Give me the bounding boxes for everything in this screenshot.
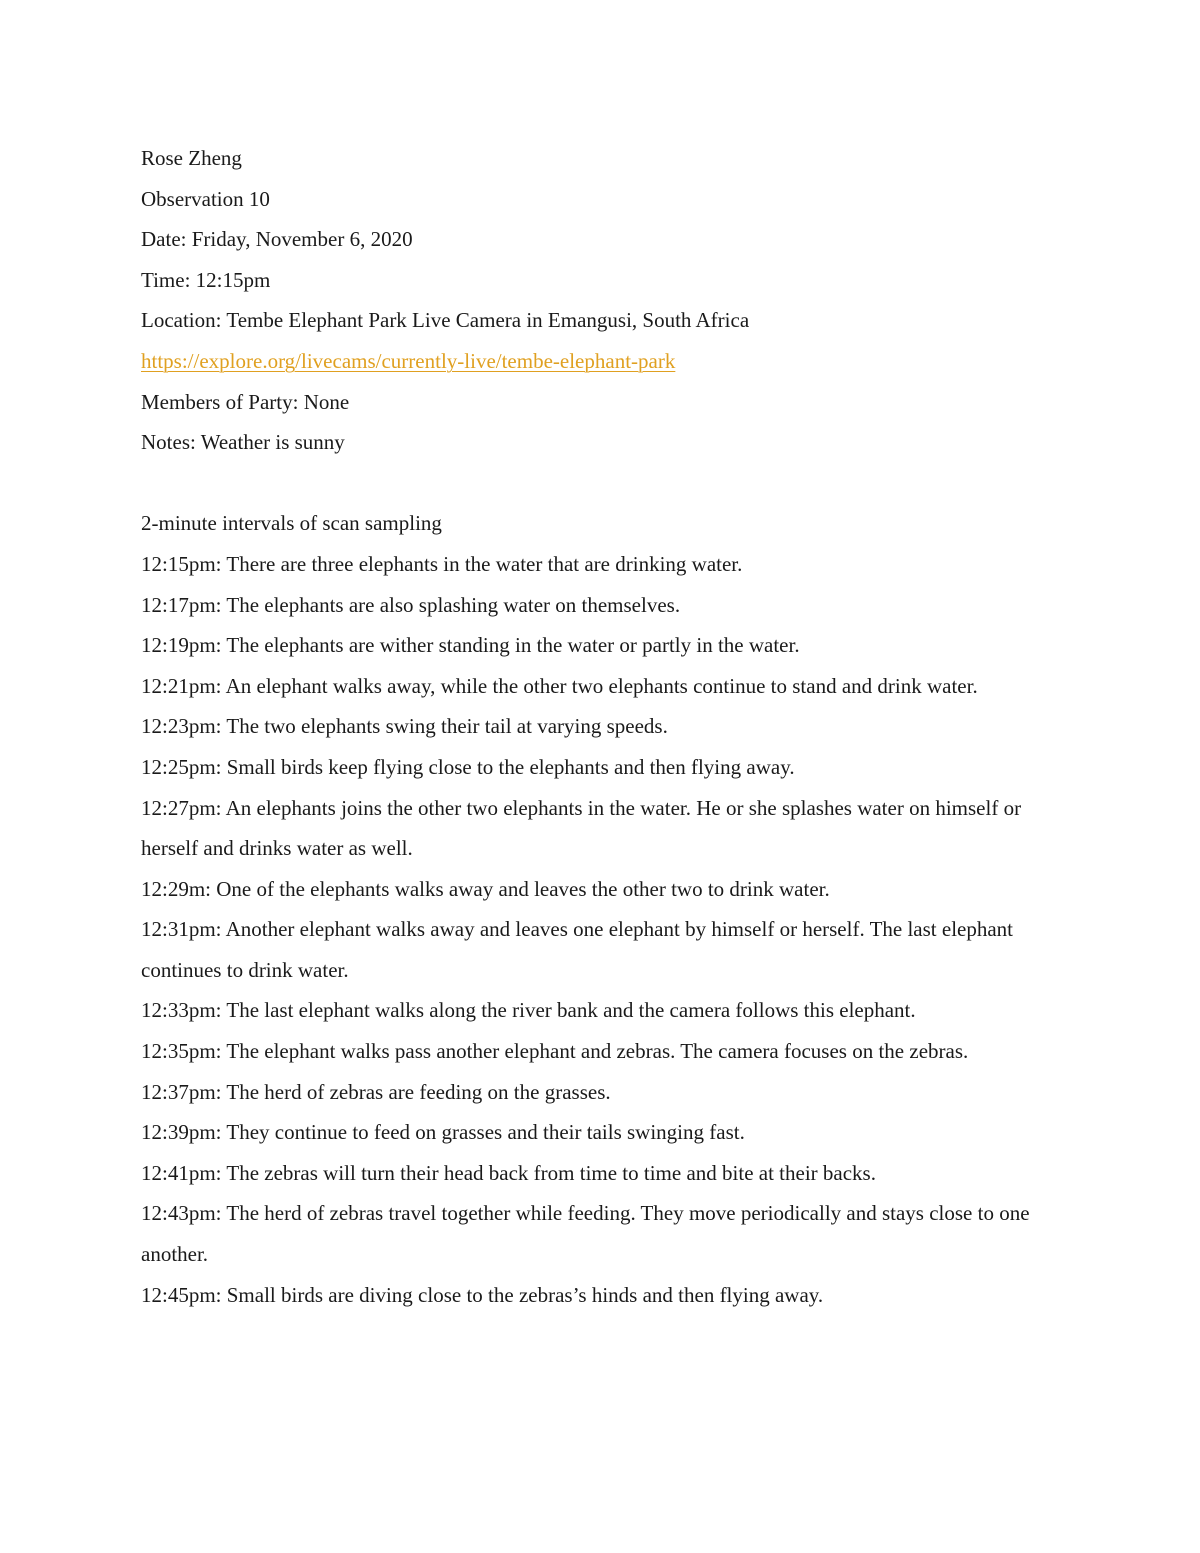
- sampling-entry: 12:33pm: The last elephant walks along the river bank and the camera follows this elephant.: [141, 998, 916, 1023]
- observation-time: Time: 12:15pm: [141, 267, 271, 292]
- sampling-entry: 12:25pm: Small birds keep flying close to the elephants and then flying away.: [141, 754, 795, 779]
- sampling-entry: 12:37pm: The herd of zebras are feeding on the grasses.: [141, 1079, 611, 1104]
- author-name: Rose Zheng: [141, 146, 242, 170]
- sampling-entry: 12:15pm: There are three elephants in the water that are drinking water.: [141, 551, 743, 576]
- sampling-entry: 12:21pm: An elephant walks away, while the other two elephants continue to stand and drink water.: [141, 673, 978, 698]
- sampling-entry: 12:29m: One of the elephants walks away and leaves the other two to drink water.: [141, 876, 830, 901]
- sampling-entry: 12:17pm: The elephants are also splashing water on themselves.: [141, 592, 681, 617]
- observation-date: Date: Friday, November 6, 2020: [141, 227, 413, 252]
- sampling-entry: 12:43pm: The herd of zebras travel together while feeding. They move periodically and stays close to one another.: [141, 1201, 1030, 1267]
- blank-line: [141, 463, 1061, 504]
- sampling-entry: 12:39pm: They continue to feed on grasses and their tails swinging fast.: [141, 1120, 745, 1145]
- livecam-link-line: [141, 341, 1061, 382]
- sampling-entry: 12:45pm: Small birds are diving close to the zebras’s hinds and then flying away.: [141, 1282, 824, 1307]
- sampling-entry: 12:31pm: Another elephant walks away and leaves one elephant by himself or herself. The last elephant continues to drink water.: [141, 917, 1014, 982]
- observation-number: Observation 10: [141, 186, 270, 211]
- sampling-entry: 12:41pm: The zebras will turn their head back from time to time and bite at their backs.: [141, 1160, 876, 1185]
- sampling-entry: 12:27pm: An elephants joins the other two elephants in the water. He or she splashes water on himself or herself and drinks water as well.: [141, 795, 1022, 861]
- observation-notes: Notes: Weather is sunny: [141, 430, 345, 455]
- document-body: [141, 138, 1061, 1315]
- livecam-link[interactable]: https://explore.org/livecams/currently-live/tembe-elephant-park: [141, 348, 676, 373]
- sampling-title: 2-minute intervals of scan sampling: [141, 511, 442, 536]
- sampling-entry: 12:35pm: The elephant walks pass another elephant and zebras. The camera focuses on the zebras.: [141, 1039, 969, 1064]
- members-of-party: Members of Party: None: [141, 389, 350, 414]
- sampling-entry: 12:23pm: The two elephants swing their tail at varying speeds.: [141, 714, 668, 739]
- observation-location: Location: Tembe Elephant Park Live Camera in Emangusi, South Africa: [141, 308, 750, 333]
- sampling-entry: 12:19pm: The elephants are wither standing in the water or partly in the water.: [141, 633, 800, 658]
